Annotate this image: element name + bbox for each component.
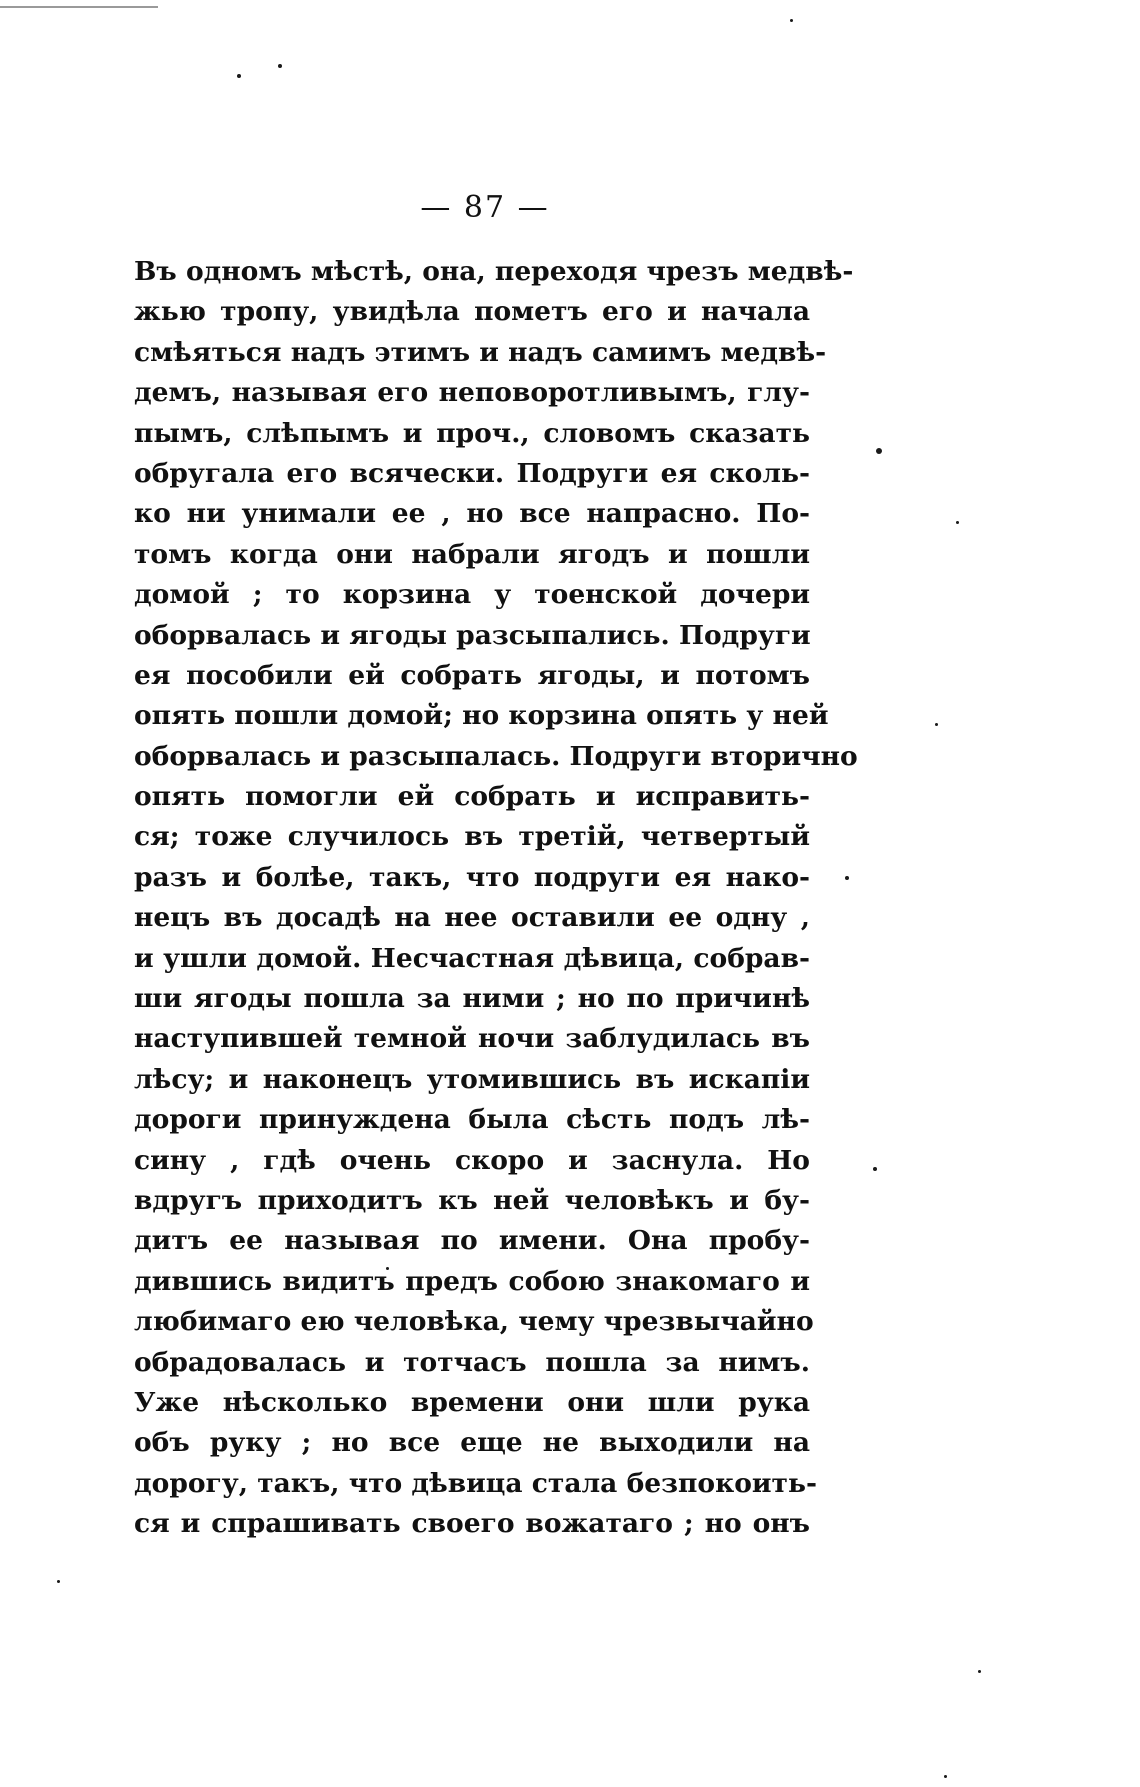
text-line: Въ одномъ мѣстѣ, она, переходя чрезъ медвѣ- <box>134 256 854 287</box>
text-line: томъ когда они набрали ягодъ и пошли <box>134 538 810 570</box>
text-line: домой ; то корзина у тоенской дочери <box>134 579 810 611</box>
text-line: дорогу, такъ, что дѣвица стала безпокоить- <box>134 1467 817 1499</box>
text-line: обрадовалась и тотчасъ пошла за нимъ. <box>134 1346 810 1378</box>
text-line: сину , гдѣ очень скоро и заснула. Но <box>134 1144 810 1176</box>
text-line: ея пособили ей собрать ягоды, и потомъ <box>134 659 810 691</box>
text-line: нецъ въ досадѣ на нее оставили ее одну , <box>134 902 810 934</box>
speck-mark <box>873 1167 877 1171</box>
speck-mark <box>845 876 849 880</box>
text-line: опять помогли ей собрать и исправить- <box>134 781 810 813</box>
text-line: обругала его всячески. Подруги ея сколь- <box>134 457 810 489</box>
top-rule <box>0 6 158 8</box>
text-line: оборвалась и разсыпалась. Подруги вторично <box>134 740 858 772</box>
text-line: разъ и болѣе, такъ, что подруги ея нако- <box>134 861 810 893</box>
text-line: жью тропу, увидѣла пометъ его и начала <box>134 296 810 328</box>
text-line: и ушли домой. Несчастная дѣвица, собрав- <box>134 942 810 974</box>
text-line: вдругъ приходитъ къ ней человѣкъ и бу- <box>134 1184 810 1216</box>
text-line: дившись видитъ предъ собою знакомаго и <box>134 1265 810 1297</box>
text-line: ко ни унимали ее , но все напрасно. По- <box>134 498 810 530</box>
body-text <box>134 252 858 1545</box>
text-line: смѣяться надъ этимъ и надъ самимъ медвѣ- <box>134 336 827 368</box>
text-line: ся и спрашивать своего вожатаго ; но онъ <box>134 1508 810 1540</box>
text-line: оборвалась и ягоды разсыпались. Подруги <box>134 619 811 651</box>
speck-mark <box>978 1670 981 1673</box>
text-line: Уже нѣсколько времени они шли рука <box>134 1386 810 1418</box>
text-line: ши ягоды пошла за ними ; но по причинѣ <box>134 983 810 1015</box>
text-line: ся; тоже случилось въ третій, четвертый <box>134 821 810 853</box>
text-line: демъ, называя его неповоротливымъ, глу- <box>134 377 810 409</box>
speck-mark <box>944 1775 947 1778</box>
speck-mark <box>935 723 938 726</box>
page-number: — 87 — <box>420 190 550 225</box>
text-line: дитъ ее называя по имени. Она пробу- <box>134 1225 810 1257</box>
text-line: любимаго ею человѣка, чему чрезвычайно <box>134 1306 814 1338</box>
text-line: дороги принуждена была сѣсть подъ лѣ- <box>134 1104 810 1136</box>
text-line: наступившей темной ночи заблудилась въ <box>134 1023 810 1055</box>
speck-mark <box>876 448 882 454</box>
text-line: пымъ, слѣпымъ и проч., словомъ сказать <box>134 417 810 449</box>
speck-mark <box>790 19 793 22</box>
speck-mark <box>956 521 959 524</box>
text-line: лѣсу; и наконецъ утомившись въ искапіи <box>134 1063 810 1095</box>
speck-mark <box>57 1580 60 1583</box>
speck-mark <box>278 64 282 68</box>
text-line: объ руку ; но все еще не выходили на <box>134 1427 810 1459</box>
speck-mark <box>237 74 241 78</box>
text-line: опять пошли домой; но корзина опять у ней <box>134 700 829 732</box>
